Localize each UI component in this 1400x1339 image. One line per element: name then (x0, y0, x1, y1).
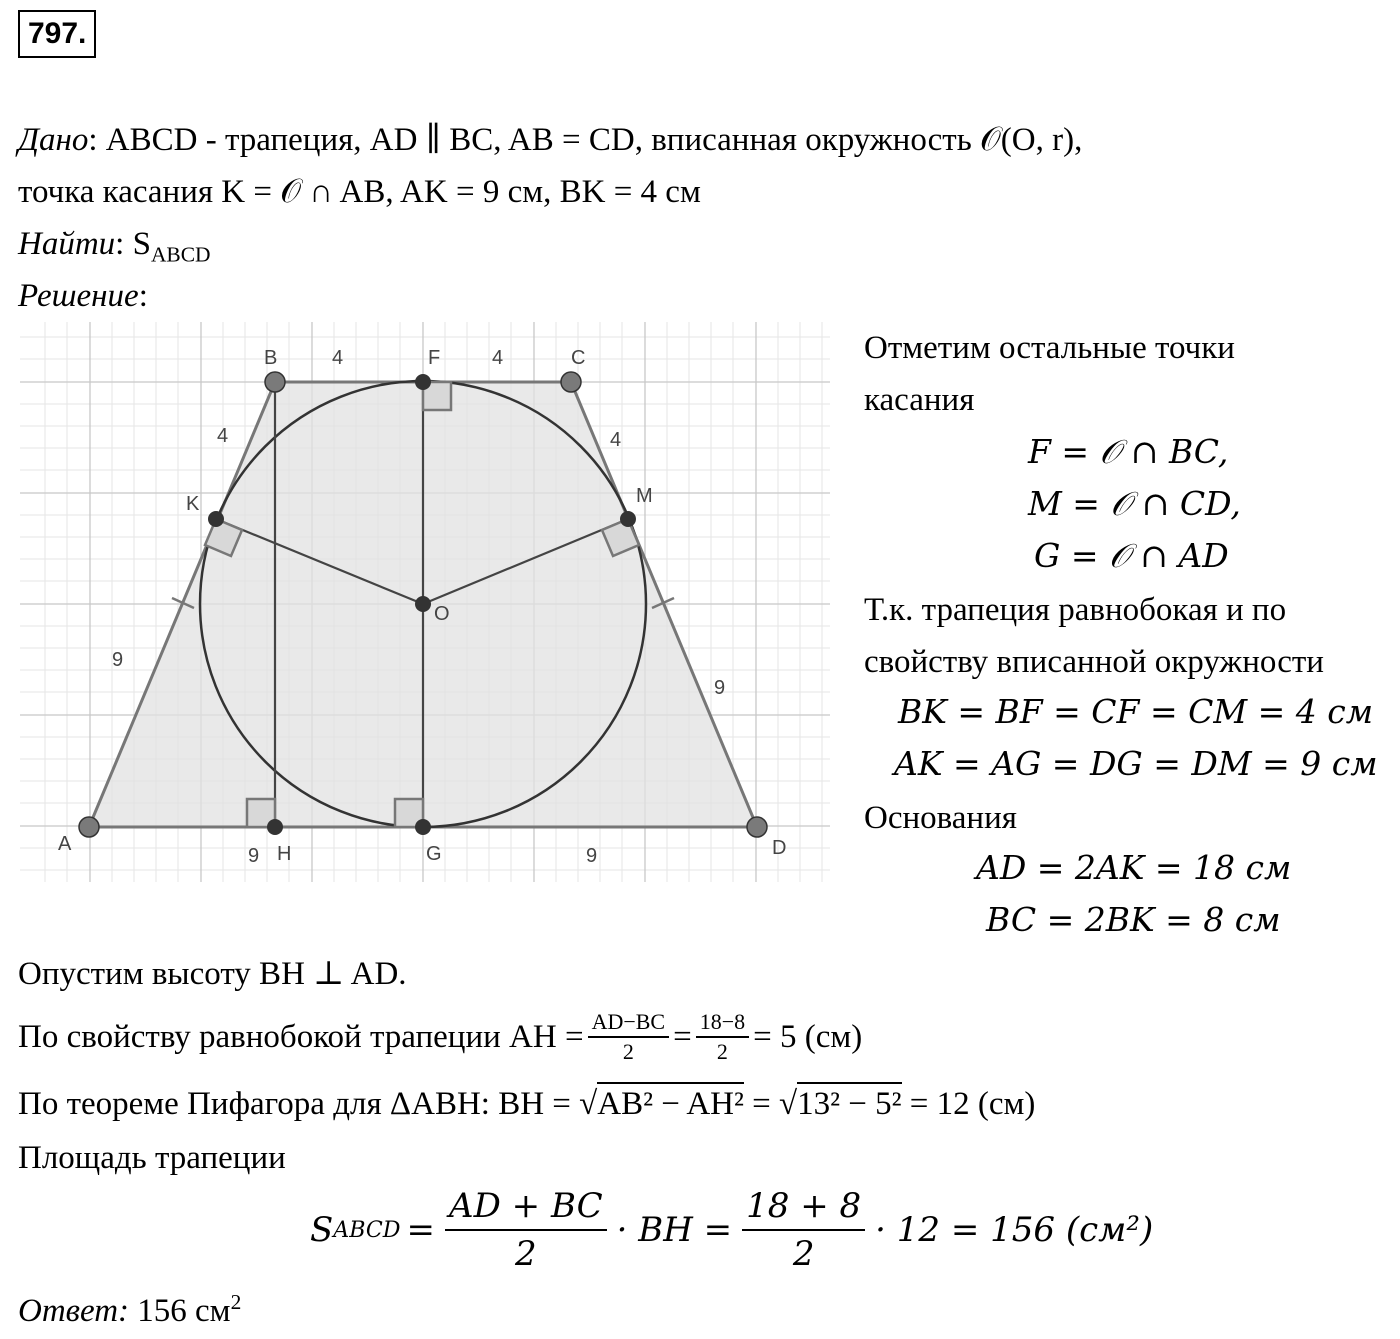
label-b: B (264, 347, 278, 369)
area-frac-2 (742, 1183, 865, 1277)
label-ak: 9 (112, 649, 124, 671)
given-line-2: точка касания K = 𝒪 ∩ AB, AK = 9 см, BK = 4 см (18, 174, 701, 210)
answer-value: 156 см (129, 1293, 231, 1329)
area-s: S (310, 1210, 334, 1250)
area-frac-1-den: 2 (514, 1234, 537, 1274)
label-h: H (277, 843, 292, 865)
pyth-result: = 12 (см) (909, 1086, 1036, 1122)
area-frac-2-num: 18 + 8 (742, 1183, 865, 1231)
ah-frac-1-num: AD−BC (588, 1008, 670, 1038)
label-cm: 4 (610, 429, 622, 451)
right-formula-g: G = 𝒪 ∩ AD (1034, 536, 1229, 575)
point-f (415, 374, 431, 390)
answer-line (18, 1282, 241, 1331)
solution-heading (18, 276, 148, 316)
ah-line (18, 1002, 862, 1072)
area-frac-1 (445, 1183, 607, 1277)
label-m: M (636, 485, 653, 507)
area-eq: = (406, 1210, 436, 1250)
label-bk: 4 (217, 425, 229, 447)
area-result: · 12 = 156 (см²) (875, 1210, 1154, 1250)
given-text-1: : ABCD - трапеция, AD ∥ BC, AB = CD, вписанная окружность 𝒪(O, r), (88, 122, 1083, 158)
answer-label: Ответ: (18, 1293, 130, 1329)
ah-prefix: По свойству равнобокой трапеции AH = (18, 1019, 584, 1055)
find-line (18, 224, 211, 275)
label-dm: 9 (714, 677, 726, 699)
label-g: G (426, 843, 442, 865)
ah-frac-2-den: 2 (716, 1039, 728, 1064)
point-b (265, 372, 285, 392)
ah-frac-2 (696, 1008, 749, 1066)
solution-colon: : (138, 278, 148, 314)
ah-eq: = (673, 1019, 692, 1055)
height-line: Опустим высоту BH ⊥ AD. (18, 956, 407, 992)
ah-frac-2-num: 18−8 (696, 1008, 749, 1038)
pyth-sqrt-2: 13² − 5² (797, 1082, 901, 1122)
right-line-5: Основания (864, 800, 1017, 836)
point-k (208, 511, 224, 527)
point-g (415, 819, 431, 835)
label-gd: 9 (586, 845, 598, 867)
right-eq-3: AD = 2AK = 18 см (976, 848, 1292, 887)
right-line-3: Т.к. трапеция равнобокая и по (864, 592, 1287, 628)
pyth-line: По теореме Пифагора для ΔABH: BH = √AB² − AH² = √13² − 5² = 12 (см) (18, 1084, 1035, 1124)
right-eq-2: AK = AG = DG = DM = 9 см (894, 744, 1378, 783)
label-fc: 4 (492, 347, 504, 369)
right-line-2: касания (864, 382, 975, 418)
area-s-sub: ABCD (333, 1217, 401, 1243)
pyth-sqrt-1: AB² − AH² (597, 1082, 744, 1122)
area-frac-1-num: AD + BC (445, 1183, 607, 1231)
given-label: Дано (18, 122, 89, 158)
given-line-1 (18, 120, 1082, 160)
point-h (267, 819, 283, 835)
right-formula-f: F = 𝒪 ∩ BC, (1028, 432, 1229, 471)
ah-frac-1 (588, 1008, 670, 1066)
point-a (79, 817, 99, 837)
ah-result: = 5 (см) (753, 1019, 863, 1055)
ah-frac-1-den: 2 (622, 1039, 634, 1064)
area-mid: · BH = (616, 1210, 733, 1250)
label-bf: 4 (332, 347, 344, 369)
right-formula-m: M = 𝒪 ∩ CD, (1028, 484, 1241, 523)
pyth-prefix: По теореме Пифагора для ΔABH: BH = (18, 1086, 571, 1122)
find-label: Найти (18, 226, 116, 262)
point-o (415, 596, 431, 612)
answer-sup: 2 (230, 1290, 242, 1314)
right-line-1: Отметим остальные точки (864, 330, 1235, 366)
solution-label: Решение (18, 278, 139, 314)
pyth-eq: = (752, 1086, 771, 1122)
area-frac-2-den: 2 (792, 1234, 815, 1274)
problem-number: 797. (18, 10, 96, 58)
label-k: K (186, 493, 200, 515)
right-eq-1: BK = BF = CF = CM = 4 см (898, 692, 1374, 731)
label-a: A (58, 833, 72, 855)
right-line-4: свойству вписанной окружности (864, 644, 1324, 680)
label-o: O (434, 603, 450, 625)
label-ah: 9 (248, 845, 260, 867)
point-c (561, 372, 581, 392)
find-text: : S (115, 226, 151, 262)
point-d (747, 817, 767, 837)
label-d: D (772, 837, 787, 859)
area-formula (310, 1180, 1153, 1280)
right-eq-4: BC = 2BK = 8 см (986, 900, 1281, 939)
find-sub: ABCD (150, 242, 211, 267)
label-c: C (571, 347, 586, 369)
label-f: F (428, 347, 441, 369)
point-m (620, 511, 636, 527)
trapezoid-figure (20, 322, 830, 882)
area-label: Площадь трапеции (18, 1140, 286, 1176)
